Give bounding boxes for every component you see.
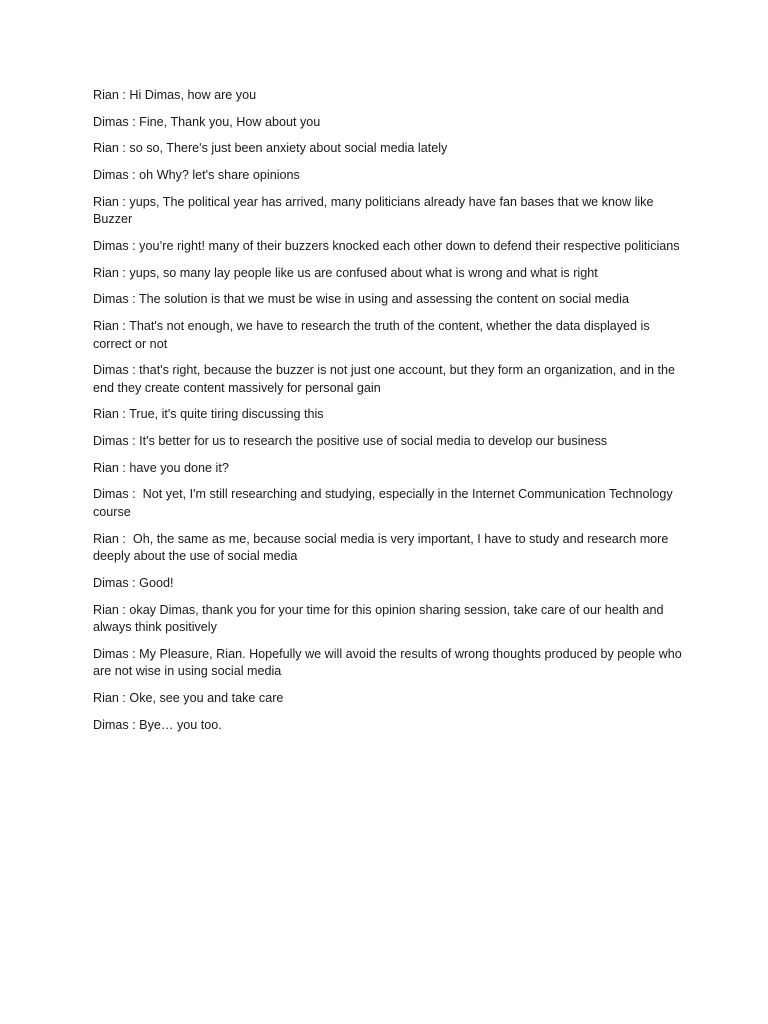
dialogue-line: Dimas : oh Why? let's share opinions xyxy=(93,168,300,183)
dialogue-line: Rian : okay Dimas, thank you for your time for this opinion sharing session, take care of our health and always think positively xyxy=(93,602,668,634)
dialogue-line: Rian : have you done it? xyxy=(93,460,229,475)
dialogue-line: Rian : Oh, the same as me, because social media is very important, I have to study and research more deeply about the use of social media xyxy=(93,531,672,564)
dialogue-line: Dimas : Fine, Thank you, How about you xyxy=(93,114,321,129)
dialogue-line: Dimas : Not yet, I'm still researching and studying, especially in the Internet Communication Technology course xyxy=(93,487,677,519)
dialogue-line: Rian : so so, There's just been anxiety about social media lately xyxy=(93,141,448,156)
dialogue-line: Rian : True, it's quite tiring discussing this xyxy=(93,407,324,422)
dialogue-line: Rian : That's not enough, we have to research the truth of the content, whether the data displayed is correct or not xyxy=(93,319,654,351)
dialogue-line: Rian : Oke, see you and take care xyxy=(93,690,284,705)
dialogue-line: Dimas : Good! xyxy=(93,575,174,590)
dialogue-line: Rian : yups, so many lay people like us are confused about what is wrong and what is right xyxy=(93,265,598,280)
dialogue-line: Dimas : The solution is that we must be wise in using and assessing the content on social media xyxy=(93,292,629,307)
dialogue-line: Dimas : you’re right! many of their buzzers knocked each other down to defend their respective politicians xyxy=(93,238,680,253)
dialogue-line: Dimas : It's better for us to research the positive use of social media to develop our business xyxy=(93,434,608,449)
dialogue-transcript xyxy=(93,87,686,743)
dialogue-line: Dimas : that's right, because the buzzer is not just one account, but they form an organization, and in the end they create content massively for personal gain xyxy=(93,363,679,395)
dialogue-line: Dimas : My Pleasure, Rian. Hopefully we will avoid the results of wrong thoughts produced by people who are not wise in using social media xyxy=(93,646,686,679)
dialogue-line: Rian : Hi Dimas, how are you xyxy=(93,88,257,102)
dialogue-line: Rian : yups, The political year has arrived, many politicians already have fan bases that we know like Buzzer xyxy=(93,194,657,227)
dialogue-line: Dimas : Bye… you too. xyxy=(93,717,222,732)
